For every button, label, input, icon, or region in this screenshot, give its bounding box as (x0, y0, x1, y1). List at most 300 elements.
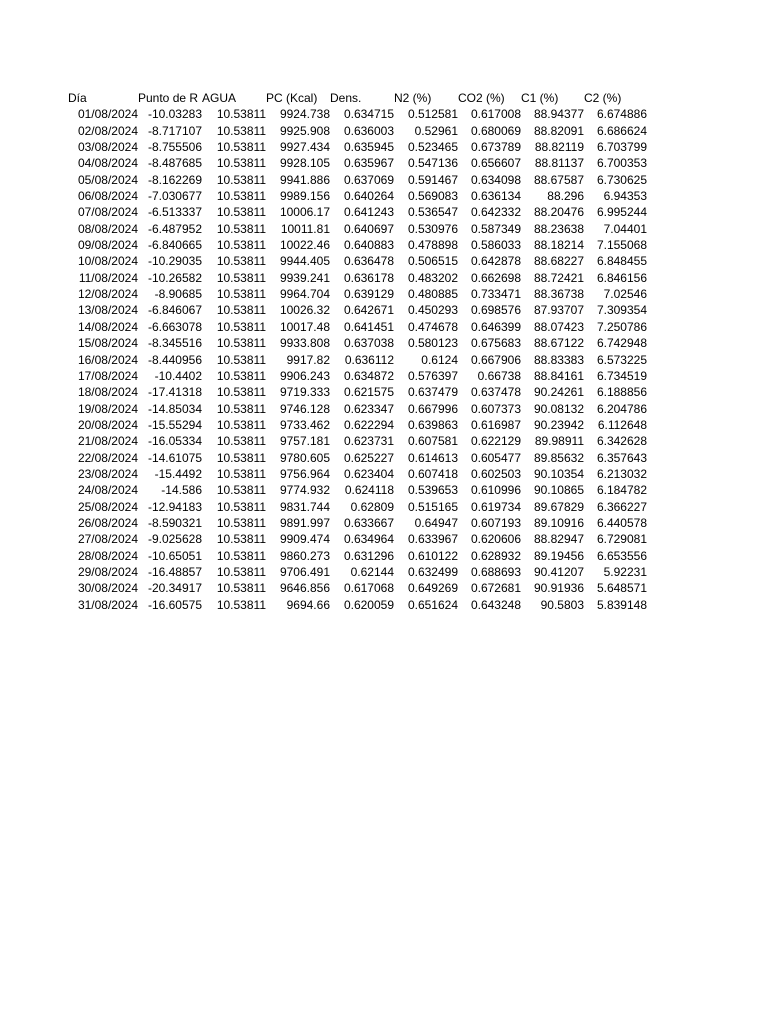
data-table (68, 90, 647, 613)
cell-co2[interactable]: 0.637478 (470, 385, 521, 400)
cell-dens[interactable]: 0.62809 (350, 499, 394, 514)
cell-c2[interactable]: 6.703799 (596, 140, 647, 155)
table-row (68, 106, 647, 122)
cell-c2[interactable]: 6.94353 (603, 189, 647, 204)
cell-dens[interactable]: 0.624118 (344, 483, 394, 498)
header-punto-de-rocio[interactable]: Punto de R (138, 91, 199, 105)
cell-n2[interactable]: 0.523465 (407, 140, 458, 155)
cell-dia[interactable]: 24/08/2024 (77, 483, 138, 498)
cell-dia[interactable]: 10/08/2024 (77, 254, 138, 269)
cell-c1[interactable]: 90.5803 (540, 597, 584, 612)
cell-c1[interactable]: 88.36738 (533, 287, 584, 302)
cell-pc-kcal[interactable]: 9989.156 (279, 189, 330, 204)
cell-punto-de-rocio[interactable]: -6.840665 (147, 238, 202, 253)
cell-punto-de-rocio[interactable]: -9.025628 (147, 532, 202, 547)
cell-co2[interactable]: 0.680069 (470, 123, 521, 138)
cell-dens[interactable]: 0.623404 (343, 466, 394, 481)
cell-pc-kcal[interactable]: 9719.333 (279, 385, 330, 400)
cell-punto-de-rocio[interactable]: -10.4402 (154, 368, 202, 383)
cell-n2[interactable]: 0.607581 (407, 434, 458, 449)
cell-dia[interactable]: 09/08/2024 (77, 238, 138, 253)
cell-punto-de-rocio[interactable]: -8.90685 (154, 287, 202, 302)
cell-pc-kcal[interactable]: 9927.434 (279, 140, 330, 155)
cell-c2[interactable]: 6.184782 (596, 483, 647, 498)
cell-punto-de-rocio[interactable]: -14.85034 (147, 401, 202, 416)
cell-punto-de-rocio[interactable]: -14.61075 (147, 450, 202, 465)
cell-dens[interactable]: 0.637069 (343, 172, 394, 187)
cell-punto-de-rocio[interactable]: -8.717107 (147, 123, 202, 138)
cell-n2[interactable]: 0.6124 (421, 352, 458, 367)
cell-agua[interactable]: 10.53811 (216, 238, 266, 253)
cell-co2[interactable]: 0.675683 (470, 336, 521, 351)
cell-c1[interactable]: 90.23942 (533, 417, 584, 432)
cell-co2[interactable]: 0.607373 (470, 401, 521, 416)
cell-c1[interactable]: 88.23638 (533, 221, 584, 236)
cell-dens[interactable]: 0.636178 (343, 270, 394, 285)
cell-co2[interactable]: 0.698576 (470, 303, 521, 318)
cell-c1[interactable]: 88.296 (547, 189, 584, 204)
cell-punto-de-rocio[interactable]: -17.41318 (147, 385, 202, 400)
cell-dens[interactable]: 0.637038 (343, 336, 394, 351)
cell-dens[interactable]: 0.642671 (343, 303, 394, 318)
cell-co2[interactable]: 0.662698 (470, 270, 521, 285)
cell-co2[interactable]: 0.628932 (470, 548, 521, 563)
cell-pc-kcal[interactable]: 9831.744 (279, 499, 330, 514)
cell-c2[interactable]: 6.188856 (596, 385, 647, 400)
cell-c2[interactable]: 7.02546 (603, 287, 647, 302)
cell-c2[interactable]: 6.729081 (596, 532, 647, 547)
cell-c1[interactable]: 89.85632 (533, 450, 584, 465)
cell-punto-de-rocio[interactable]: -6.663078 (147, 319, 202, 334)
cell-c2[interactable]: 6.653556 (596, 548, 647, 563)
cell-c2[interactable]: 6.742948 (596, 336, 647, 351)
table-row (68, 548, 647, 564)
cell-agua[interactable]: 10.53811 (216, 515, 266, 530)
cell-co2[interactable]: 0.636134 (470, 189, 521, 204)
header-dia[interactable]: Día (68, 91, 87, 105)
cell-n2[interactable]: 0.450293 (407, 303, 458, 318)
cell-dia[interactable]: 29/08/2024 (77, 564, 138, 579)
cell-dia[interactable]: 14/08/2024 (77, 319, 138, 334)
cell-c2[interactable]: 6.213032 (596, 466, 647, 481)
cell-co2[interactable]: 0.617008 (470, 107, 521, 122)
cell-n2[interactable]: 0.639863 (407, 417, 458, 432)
cell-pc-kcal[interactable]: 10022.46 (279, 238, 330, 253)
table-row (68, 450, 647, 466)
cell-co2[interactable]: 0.607193 (470, 515, 521, 530)
header-dens[interactable]: Dens. (330, 91, 362, 105)
cell-dens[interactable]: 0.640264 (343, 189, 394, 204)
cell-co2[interactable]: 0.688693 (470, 564, 521, 579)
cell-punto-de-rocio[interactable]: -16.60575 (147, 597, 202, 612)
cell-agua[interactable]: 10.53811 (216, 499, 266, 514)
cell-pc-kcal[interactable]: 9944.405 (279, 254, 330, 269)
cell-dia[interactable]: 12/08/2024 (77, 287, 138, 302)
cell-n2[interactable]: 0.591467 (407, 172, 458, 187)
cell-c2[interactable]: 6.848455 (596, 254, 647, 269)
cell-pc-kcal[interactable]: 9757.181 (279, 434, 330, 449)
cell-dens[interactable]: 0.634715 (343, 107, 394, 122)
cell-n2[interactable]: 0.569083 (407, 189, 458, 204)
cell-punto-de-rocio[interactable]: -7.030677 (147, 189, 202, 204)
cell-c2[interactable]: 7.155068 (596, 238, 647, 253)
cell-punto-de-rocio[interactable]: -15.4492 (154, 466, 202, 481)
cell-c2[interactable]: 6.686624 (596, 123, 647, 138)
cell-dens[interactable]: 0.640883 (343, 238, 394, 253)
cell-pc-kcal[interactable]: 9964.704 (279, 287, 330, 302)
cell-c2[interactable]: 7.309354 (596, 303, 647, 318)
cell-n2[interactable]: 0.632499 (407, 564, 458, 579)
cell-co2[interactable]: 0.619734 (470, 499, 521, 514)
cell-pc-kcal[interactable]: 10011.81 (280, 221, 330, 236)
cell-c2[interactable]: 6.730625 (596, 172, 647, 187)
cell-c1[interactable]: 88.81137 (534, 156, 584, 171)
cell-agua[interactable]: 10.53811 (216, 597, 266, 612)
cell-c1[interactable]: 90.41207 (533, 564, 584, 579)
cell-co2[interactable]: 0.616987 (470, 417, 521, 432)
cell-agua[interactable]: 10.53811 (216, 466, 266, 481)
cell-c1[interactable]: 87.93707 (533, 303, 584, 318)
table-row (68, 580, 647, 596)
cell-punto-de-rocio[interactable]: -15.55294 (147, 417, 202, 432)
cell-dens[interactable]: 0.617068 (343, 581, 394, 596)
cell-dia[interactable]: 07/08/2024 (77, 205, 138, 220)
table-row (68, 270, 647, 286)
cell-c2[interactable]: 7.04401 (603, 221, 647, 236)
cell-pc-kcal[interactable]: 9924.738 (279, 107, 330, 122)
table-row (68, 204, 647, 220)
cell-c1[interactable]: 89.19456 (533, 548, 584, 563)
cell-c2[interactable]: 6.112648 (597, 417, 647, 432)
cell-n2[interactable]: 0.506515 (407, 254, 458, 269)
cell-dia[interactable]: 06/08/2024 (77, 189, 138, 204)
cell-agua[interactable]: 10.53811 (216, 385, 266, 400)
cell-dia[interactable]: 26/08/2024 (77, 515, 138, 530)
cell-n2[interactable]: 0.580123 (407, 336, 458, 351)
cell-c1[interactable]: 88.18214 (533, 238, 584, 253)
cell-c2[interactable]: 6.674886 (596, 107, 647, 122)
cell-pc-kcal[interactable]: 9941.886 (279, 172, 330, 187)
cell-co2[interactable]: 0.672681 (470, 581, 521, 596)
cell-punto-de-rocio[interactable]: -6.846067 (147, 303, 202, 318)
cell-c1[interactable]: 88.94377 (533, 107, 584, 122)
cell-dia[interactable]: 08/08/2024 (77, 221, 138, 236)
cell-agua[interactable]: 10.53811 (216, 254, 266, 269)
cell-n2[interactable]: 0.474678 (407, 319, 458, 334)
cell-c2[interactable]: 6.734519 (596, 368, 647, 383)
cell-n2[interactable]: 0.607418 (407, 466, 458, 481)
cell-co2[interactable]: 0.656607 (470, 156, 521, 171)
cell-dens[interactable]: 0.620059 (343, 597, 394, 612)
cell-dens[interactable]: 0.621575 (343, 385, 394, 400)
cell-c1[interactable]: 90.10865 (533, 483, 584, 498)
cell-c2[interactable]: 5.92231 (603, 564, 647, 579)
cell-c2[interactable]: 5.648571 (596, 581, 647, 596)
cell-agua[interactable]: 10.53811 (216, 532, 266, 547)
cell-c1[interactable]: 88.83383 (533, 352, 584, 367)
table-row (68, 237, 647, 253)
cell-c1[interactable]: 90.24261 (533, 385, 584, 400)
cell-pc-kcal[interactable]: 9917.82 (286, 352, 330, 367)
cell-dens[interactable]: 0.634872 (343, 368, 394, 383)
cell-pc-kcal[interactable]: 9780.605 (279, 450, 330, 465)
header-pc-kcal[interactable]: PC (Kcal) (266, 91, 318, 105)
cell-pc-kcal[interactable]: 10006.17 (279, 205, 330, 220)
cell-agua[interactable]: 10.53811 (216, 319, 266, 334)
cell-pc-kcal[interactable]: 9694.66 (286, 597, 330, 612)
header-c2[interactable]: C2 (%) (584, 91, 622, 105)
cell-dens[interactable]: 0.622294 (343, 417, 394, 432)
cell-n2[interactable]: 0.651624 (407, 597, 458, 612)
cell-n2[interactable]: 0.576397 (407, 368, 458, 383)
cell-agua[interactable]: 10.53811 (216, 417, 266, 432)
cell-agua[interactable]: 10.53811 (216, 270, 266, 285)
cell-c1[interactable]: 88.68227 (533, 254, 584, 269)
cell-agua[interactable]: 10.53811 (216, 352, 266, 367)
cell-punto-de-rocio[interactable]: -8.345516 (147, 336, 202, 351)
cell-punto-de-rocio[interactable]: -8.755506 (147, 140, 202, 155)
cell-agua[interactable]: 10.53811 (216, 172, 266, 187)
cell-n2[interactable]: 0.530976 (407, 221, 458, 236)
cell-c2[interactable]: 6.357643 (596, 450, 647, 465)
cell-punto-de-rocio[interactable]: -8.487685 (147, 156, 202, 171)
cell-punto-de-rocio[interactable]: -14.586 (161, 483, 202, 498)
cell-pc-kcal[interactable]: 10026.32 (279, 303, 330, 318)
cell-pc-kcal[interactable]: 9746.128 (279, 401, 330, 416)
cell-dia[interactable]: 18/08/2024 (77, 385, 138, 400)
cell-punto-de-rocio[interactable]: -12.94183 (147, 499, 202, 514)
cell-pc-kcal[interactable]: 9909.474 (279, 532, 330, 547)
cell-n2[interactable]: 0.536547 (407, 205, 458, 220)
cell-c2[interactable]: 6.846156 (596, 270, 647, 285)
cell-agua[interactable]: 10.53811 (216, 189, 266, 204)
cell-dia[interactable]: 30/08/2024 (77, 581, 138, 596)
cell-agua[interactable]: 10.53811 (216, 564, 266, 579)
cell-n2[interactable]: 0.614613 (407, 450, 458, 465)
cell-co2[interactable]: 0.602503 (470, 466, 521, 481)
cell-c1[interactable]: 89.98911 (534, 434, 584, 449)
cell-agua[interactable]: 10.53811 (216, 287, 266, 302)
cell-agua[interactable]: 10.53811 (216, 368, 266, 383)
cell-n2[interactable]: 0.515165 (407, 499, 458, 514)
cell-punto-de-rocio[interactable]: -10.29035 (147, 254, 202, 269)
cell-co2[interactable]: 0.605477 (470, 450, 521, 465)
table-row (68, 433, 647, 449)
cell-dens[interactable]: 0.636112 (344, 352, 394, 367)
cell-n2[interactable]: 0.64947 (414, 515, 458, 530)
cell-punto-de-rocio[interactable]: -8.440956 (147, 352, 202, 367)
cell-dens[interactable]: 0.62144 (350, 564, 394, 579)
cell-co2[interactable]: 0.667906 (470, 352, 521, 367)
cell-dens[interactable]: 0.635945 (343, 140, 394, 155)
cell-c1[interactable]: 88.84161 (533, 368, 584, 383)
cell-dia[interactable]: 02/08/2024 (77, 123, 138, 138)
cell-pc-kcal[interactable]: 9925.908 (279, 123, 330, 138)
cell-n2[interactable]: 0.478898 (407, 238, 458, 253)
cell-agua[interactable]: 10.53811 (216, 140, 266, 155)
cell-n2[interactable]: 0.649269 (407, 581, 458, 596)
cell-dia[interactable]: 28/08/2024 (77, 548, 138, 563)
cell-c2[interactable]: 6.204786 (596, 401, 647, 416)
header-c1[interactable]: C1 (%) (521, 91, 559, 105)
table-row (68, 123, 647, 139)
cell-agua[interactable]: 10.53811 (216, 156, 266, 171)
cell-dens[interactable]: 0.623347 (343, 401, 394, 416)
cell-dens[interactable]: 0.631296 (343, 548, 394, 563)
cell-c1[interactable]: 88.82091 (533, 123, 584, 138)
cell-c1[interactable]: 90.08132 (533, 401, 584, 416)
cell-dia[interactable]: 17/08/2024 (77, 368, 138, 383)
cell-co2[interactable]: 0.643248 (470, 597, 521, 612)
cell-pc-kcal[interactable]: 9891.997 (279, 515, 330, 530)
cell-n2[interactable]: 0.480885 (407, 287, 458, 302)
cell-c2[interactable]: 6.700353 (596, 156, 647, 171)
cell-dens[interactable]: 0.633667 (343, 515, 394, 530)
header-co2[interactable]: CO2 (%) (458, 91, 505, 105)
cell-c2[interactable]: 6.573225 (596, 352, 647, 367)
cell-pc-kcal[interactable]: 9706.491 (279, 564, 330, 579)
cell-agua[interactable]: 10.53811 (216, 581, 266, 596)
cell-co2[interactable]: 0.733471 (470, 287, 521, 302)
cell-punto-de-rocio[interactable]: -16.05334 (147, 434, 202, 449)
cell-co2[interactable]: 0.634098 (470, 172, 521, 187)
cell-dens[interactable]: 0.641243 (343, 205, 394, 220)
cell-dens[interactable]: 0.625227 (343, 450, 394, 465)
cell-dia[interactable]: 27/08/2024 (77, 532, 138, 547)
cell-agua[interactable]: 10.53811 (216, 107, 266, 122)
cell-pc-kcal[interactable]: 9733.462 (279, 417, 330, 432)
cell-agua[interactable]: 10.53811 (216, 303, 266, 318)
cell-agua[interactable]: 10.53811 (216, 336, 266, 351)
cell-dia[interactable]: 13/08/2024 (77, 303, 138, 318)
cell-n2[interactable]: 0.512581 (407, 107, 458, 122)
cell-agua[interactable]: 10.53811 (216, 434, 266, 449)
cell-c2[interactable]: 7.250786 (596, 319, 647, 334)
cell-co2[interactable]: 0.673789 (470, 140, 521, 155)
cell-n2[interactable]: 0.539653 (407, 483, 458, 498)
header-row (68, 90, 647, 106)
cell-agua[interactable]: 10.53811 (216, 483, 266, 498)
cell-agua[interactable]: 10.53811 (216, 450, 266, 465)
cell-dens[interactable]: 0.639129 (343, 287, 394, 302)
table-row (68, 417, 647, 433)
cell-dens[interactable]: 0.641451 (343, 319, 394, 334)
cell-pc-kcal[interactable]: 9928.105 (279, 156, 330, 171)
cell-c2[interactable]: 6.342628 (596, 434, 647, 449)
cell-co2[interactable]: 0.622129 (470, 434, 521, 449)
cell-dia[interactable]: 19/08/2024 (77, 401, 138, 416)
cell-co2[interactable]: 0.66738 (477, 368, 521, 383)
cell-c1[interactable]: 90.10354 (533, 466, 584, 481)
cell-dia[interactable]: 11/08/2024 (78, 270, 138, 285)
cell-c1[interactable]: 89.67829 (533, 499, 584, 514)
cell-dens[interactable]: 0.634964 (343, 532, 394, 547)
cell-dens[interactable]: 0.636478 (343, 254, 394, 269)
cell-dia[interactable]: 03/08/2024 (77, 140, 138, 155)
cell-agua[interactable]: 10.53811 (216, 205, 266, 220)
cell-n2[interactable]: 0.610122 (407, 548, 458, 563)
cell-c2[interactable]: 6.440578 (596, 515, 647, 530)
cell-dens[interactable]: 0.623731 (343, 434, 394, 449)
cell-c2[interactable]: 6.995244 (596, 205, 647, 220)
cell-dia[interactable]: 20/08/2024 (77, 417, 138, 432)
cell-agua[interactable]: 10.53811 (216, 123, 266, 138)
cell-dia[interactable]: 21/08/2024 (77, 434, 138, 449)
cell-co2[interactable]: 0.587349 (470, 221, 521, 236)
cell-co2[interactable]: 0.646399 (470, 319, 521, 334)
cell-punto-de-rocio[interactable]: -8.162269 (147, 172, 202, 187)
cell-dens[interactable]: 0.640697 (343, 221, 394, 236)
cell-dia[interactable]: 04/08/2024 (77, 156, 138, 171)
cell-punto-de-rocio[interactable]: -6.513337 (147, 205, 202, 220)
cell-co2[interactable]: 0.610996 (470, 483, 521, 498)
header-n2[interactable]: N2 (%) (394, 91, 432, 105)
cell-pc-kcal[interactable]: 9860.273 (279, 548, 330, 563)
cell-c1[interactable]: 88.82119 (534, 140, 584, 155)
cell-agua[interactable]: 10.53811 (216, 548, 266, 563)
cell-n2[interactable]: 0.667996 (407, 401, 458, 416)
cell-punto-de-rocio[interactable]: -8.590321 (147, 515, 202, 530)
cell-punto-de-rocio[interactable]: -6.487952 (147, 221, 202, 236)
cell-dia[interactable]: 15/08/2024 (77, 336, 138, 351)
cell-c1[interactable]: 88.67122 (533, 336, 584, 351)
cell-agua[interactable]: 10.53811 (216, 221, 266, 236)
cell-n2[interactable]: 0.483202 (407, 270, 458, 285)
cell-co2[interactable]: 0.642332 (470, 205, 521, 220)
cell-c1[interactable]: 88.67587 (533, 172, 584, 187)
cell-n2[interactable]: 0.547136 (407, 156, 458, 171)
cell-dens[interactable]: 0.635967 (343, 156, 394, 171)
cell-punto-de-rocio[interactable]: -10.65051 (147, 548, 202, 563)
cell-dia[interactable]: 16/08/2024 (77, 352, 138, 367)
cell-c2[interactable]: 6.366227 (596, 499, 647, 514)
cell-pc-kcal[interactable]: 9774.932 (279, 483, 330, 498)
cell-punto-de-rocio[interactable]: -16.48857 (147, 564, 202, 579)
cell-n2[interactable]: 0.633967 (407, 532, 458, 547)
cell-co2[interactable]: 0.620606 (470, 532, 521, 547)
cell-punto-de-rocio[interactable]: -20.34917 (147, 581, 202, 596)
cell-c1[interactable]: 88.07423 (533, 319, 584, 334)
cell-pc-kcal[interactable]: 9646.856 (279, 581, 330, 596)
cell-pc-kcal[interactable]: 9939.241 (279, 270, 330, 285)
cell-c1[interactable]: 89.10916 (533, 515, 584, 530)
cell-dia[interactable]: 25/08/2024 (77, 499, 138, 514)
cell-n2[interactable]: 0.52961 (414, 123, 458, 138)
cell-n2[interactable]: 0.637479 (407, 385, 458, 400)
cell-c1[interactable]: 88.20476 (533, 205, 584, 220)
cell-dia[interactable]: 05/08/2024 (77, 172, 138, 187)
cell-c2[interactable]: 5.839148 (596, 597, 647, 612)
cell-punto-de-rocio[interactable]: -10.03283 (147, 107, 202, 122)
cell-dia[interactable]: 31/08/2024 (77, 597, 138, 612)
cell-pc-kcal[interactable]: 9933.808 (279, 336, 330, 351)
cell-dia[interactable]: 22/08/2024 (77, 450, 138, 465)
cell-pc-kcal[interactable]: 9756.964 (279, 466, 330, 481)
cell-pc-kcal[interactable]: 10017.48 (279, 319, 330, 334)
cell-dia[interactable]: 23/08/2024 (77, 466, 138, 481)
header-agua[interactable]: AGUA (202, 91, 237, 105)
cell-co2[interactable]: 0.642878 (470, 254, 521, 269)
cell-pc-kcal[interactable]: 9906.243 (279, 368, 330, 383)
cell-dia[interactable]: 01/08/2024 (77, 107, 138, 122)
cell-c1[interactable]: 88.82947 (533, 532, 584, 547)
cell-co2[interactable]: 0.586033 (470, 238, 521, 253)
cell-agua[interactable]: 10.53811 (216, 401, 266, 416)
cell-dens[interactable]: 0.636003 (343, 123, 394, 138)
cell-c1[interactable]: 90.91936 (533, 581, 584, 596)
cell-punto-de-rocio[interactable]: -10.26582 (147, 270, 202, 285)
cell-c1[interactable]: 88.72421 (533, 270, 584, 285)
